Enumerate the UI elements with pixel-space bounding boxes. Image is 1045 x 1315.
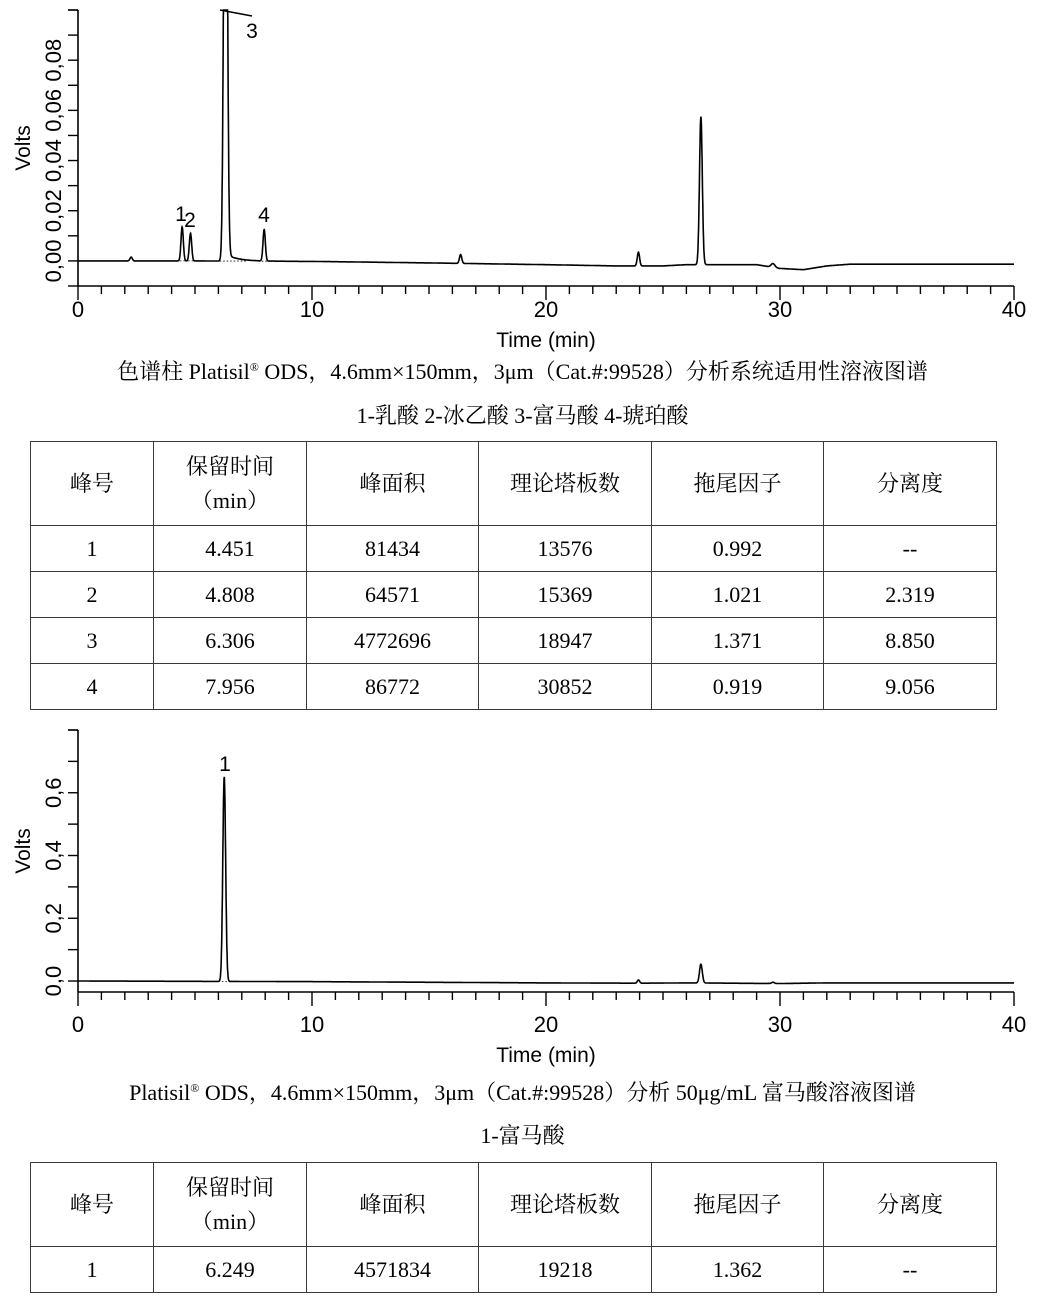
y-tick-label: 0,00 [41, 239, 66, 283]
cell-retention-time: 4.808 [154, 572, 307, 618]
header-resolution: 分离度 [824, 442, 997, 526]
y-tick-label: 0,4 [41, 840, 66, 871]
caption-1-title-b: ODS，4.6mm×150mm，3μm（Cat.#:99528）分析系统适用性溶液图谱 [258, 359, 928, 384]
registered-mark: ® [249, 360, 259, 374]
table-row [31, 664, 997, 710]
registered-mark: ® [190, 1081, 200, 1095]
x-tick-label: 40 [1001, 1012, 1027, 1037]
caption-2-title [0, 1080, 1045, 1106]
y-tick-label: 0,6 [41, 777, 66, 809]
cell-plates: 18947 [479, 618, 652, 664]
caption-2-title-a: Platisil [129, 1080, 191, 1105]
table-header-row [31, 442, 997, 526]
cell-peak-area: 81434 [307, 526, 479, 572]
cell-resolution: 8.850 [824, 618, 997, 664]
cell-tailing: 1.362 [652, 1247, 824, 1293]
cell-tailing: 0.919 [652, 664, 824, 710]
header-resolution: 分离度 [824, 1163, 997, 1247]
peak-label: 1 [219, 753, 231, 776]
caption-2-peaks: 1-富马酸 [480, 1123, 565, 1148]
y-axis-label: Volts [12, 828, 35, 874]
caption-1-peaks: 1-乳酸 2-冰乙酸 3-富马酸 4-琥珀酸 [356, 403, 689, 428]
cell-peak-no: 1 [31, 1247, 154, 1293]
header-peak-area: 峰面积 [307, 442, 479, 526]
signal-trace [78, 10, 1014, 270]
caption-1-title-a: 色谱柱 Platisil [117, 359, 250, 384]
peak-3-leader-line [220, 10, 252, 16]
cell-retention-time: 6.306 [154, 618, 307, 664]
cell-peak-no: 3 [31, 618, 154, 664]
y-tick-label: 0,04 [41, 139, 66, 182]
chromatogram-chart-1 [0, 0, 1045, 355]
x-tick-label: 10 [299, 1012, 325, 1037]
cell-tailing: 0.992 [652, 526, 824, 572]
cell-tailing: 1.021 [652, 572, 824, 618]
x-tick-label: 20 [533, 297, 559, 322]
x-tick-label: 10 [299, 297, 325, 322]
x-tick-label: 30 [767, 1012, 793, 1037]
cell-retention-time: 7.956 [154, 664, 307, 710]
cell-retention-time: 6.249 [154, 1247, 307, 1293]
caption-1-title [0, 359, 1045, 385]
table-header-row [31, 1163, 997, 1247]
table-row [31, 618, 997, 664]
y-tick-label: 0,02 [41, 189, 66, 233]
header-plates: 理论塔板数 [479, 442, 652, 526]
cell-plates: 30852 [479, 664, 652, 710]
cell-peak-no: 2 [31, 572, 154, 618]
results-table-2 [30, 1162, 997, 1293]
table-row [31, 1247, 997, 1293]
header-retention-time: 保留时间 （min） [154, 442, 307, 526]
header-peak-area: 峰面积 [307, 1163, 479, 1247]
y-tick-label: 0,08 [41, 38, 66, 82]
caption-2-title-b: ODS，4.6mm×150mm，3μm（Cat.#:99528）分析 50μg/mL 富马酸溶液图谱 [199, 1080, 916, 1105]
cell-resolution: -- [824, 526, 997, 572]
y-axis-label: Volts [12, 125, 35, 171]
cell-tailing: 1.371 [652, 618, 824, 664]
cell-peak-area: 64571 [307, 572, 479, 618]
x-tick-label: 40 [1001, 297, 1027, 322]
cell-retention-time: 4.451 [154, 526, 307, 572]
y-tick-label: 0,06 [41, 88, 66, 132]
x-axis-label: Time (min) [496, 1044, 596, 1067]
header-retention-time: 保留时间 （min） [154, 1163, 307, 1247]
cell-peak-area: 86772 [307, 664, 479, 710]
cell-plates: 19218 [479, 1247, 652, 1293]
cell-resolution: 9.056 [824, 664, 997, 710]
peak-label: 1 [175, 203, 187, 226]
y-tick-label: 0,0 [41, 965, 66, 997]
x-tick-label: 30 [767, 297, 793, 322]
cell-resolution: -- [824, 1247, 997, 1293]
x-tick-label: 0 [71, 297, 85, 322]
peak-label: 2 [184, 209, 196, 232]
table-row [31, 572, 997, 618]
header-plates: 理论塔板数 [479, 1163, 652, 1247]
header-peak-no: 峰号 [31, 442, 154, 526]
cell-peak-no: 4 [31, 664, 154, 710]
cell-plates: 15369 [479, 572, 652, 618]
cell-peak-area: 4772696 [307, 618, 479, 664]
results-table-1 [30, 441, 997, 710]
header-tailing: 拖尾因子 [652, 1163, 824, 1247]
peak-label: 4 [258, 204, 270, 227]
table-row [31, 526, 997, 572]
y-tick-label: 0,2 [41, 902, 66, 934]
cell-peak-no: 1 [31, 526, 154, 572]
peak-label: 3 [246, 20, 258, 43]
header-tailing: 拖尾因子 [652, 442, 824, 526]
x-axis-label: Time (min) [496, 329, 596, 352]
signal-trace [78, 777, 1014, 984]
header-peak-no: 峰号 [31, 1163, 154, 1247]
cell-peak-area: 4571834 [307, 1247, 479, 1293]
x-tick-label: 0 [71, 1012, 85, 1037]
cell-resolution: 2.319 [824, 572, 997, 618]
cell-plates: 13576 [479, 526, 652, 572]
chromatogram-chart-2 [0, 715, 1045, 1075]
x-tick-label: 20 [533, 1012, 559, 1037]
